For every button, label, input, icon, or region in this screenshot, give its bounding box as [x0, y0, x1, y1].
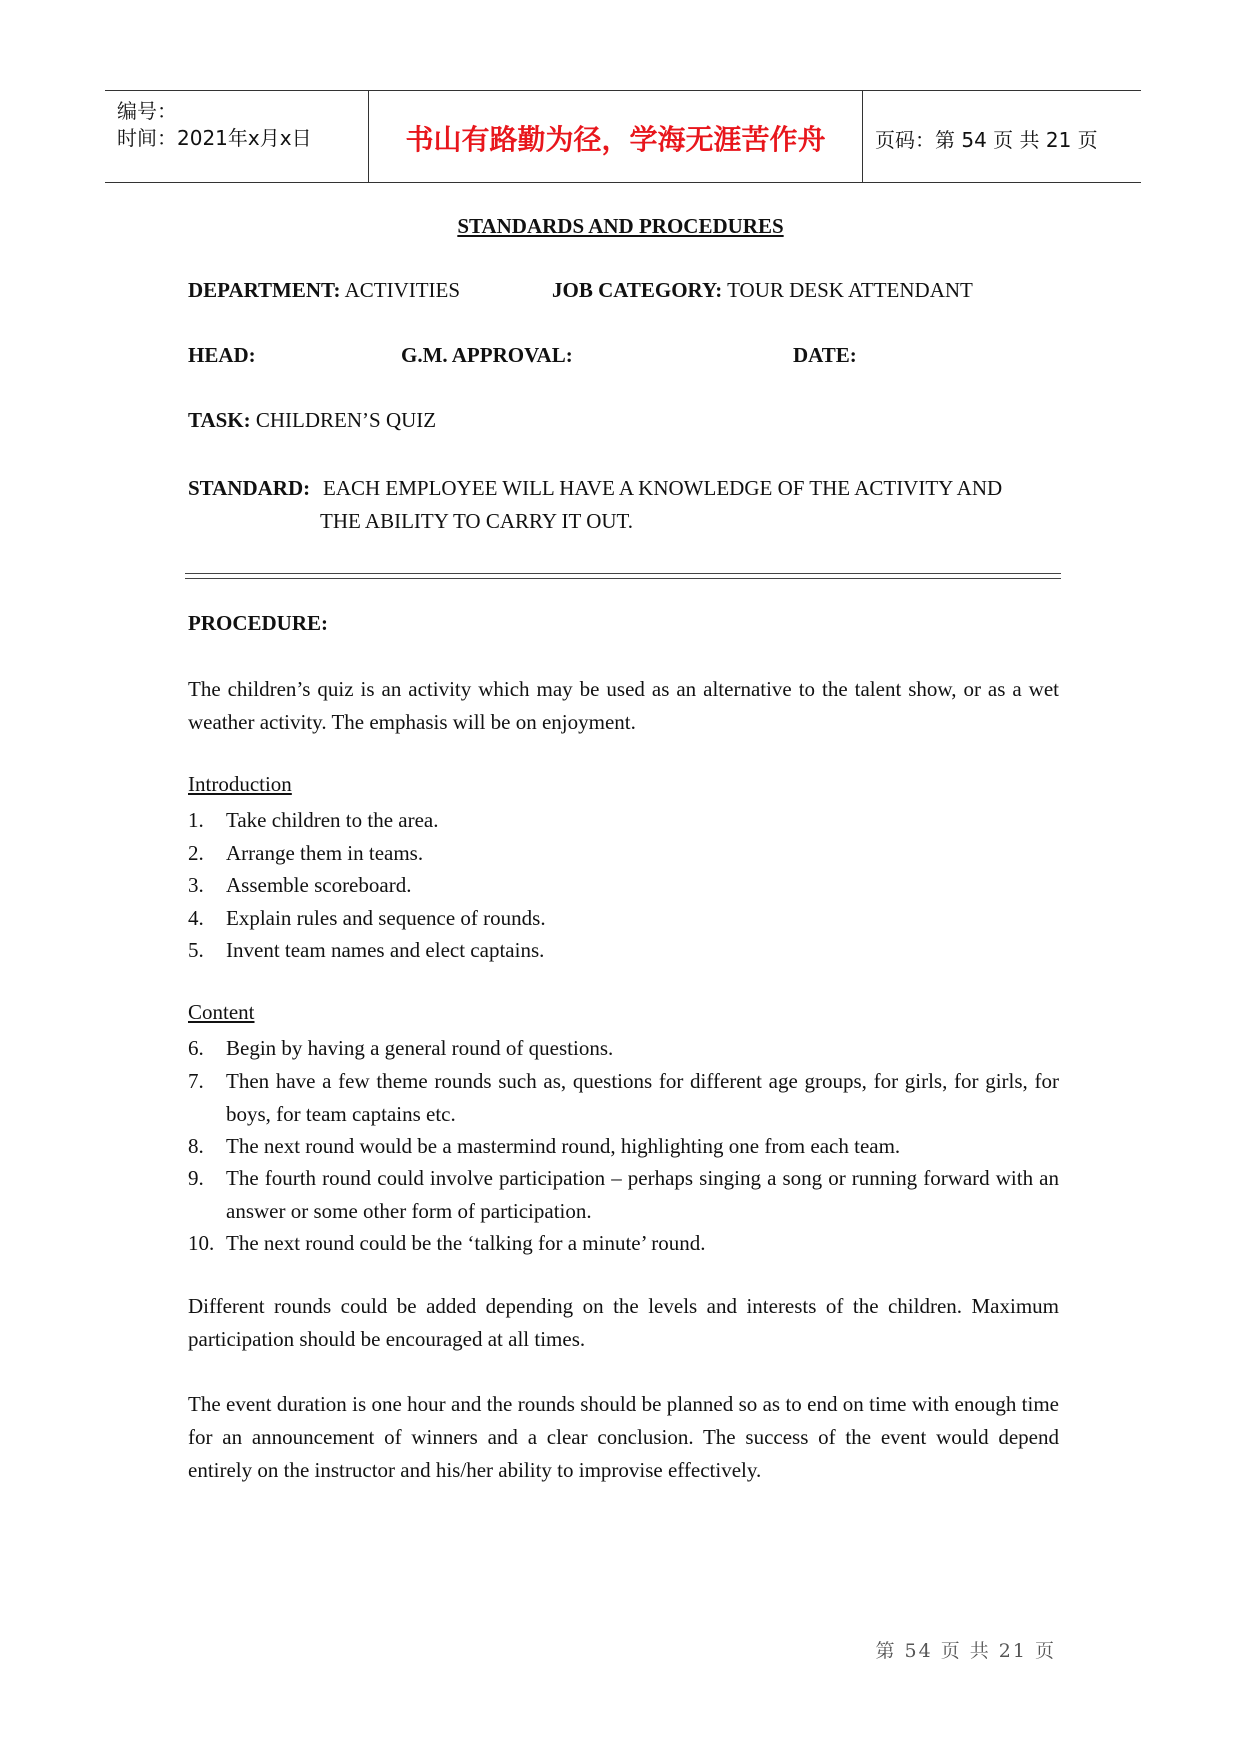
list-item [188, 869, 1059, 902]
department-value: ACTIVITIES [344, 278, 461, 302]
document-title: STANDARDS AND PROCEDURES [457, 214, 784, 238]
item-number: 7. [188, 1069, 204, 1093]
task-value: CHILDREN’S QUIZ [255, 408, 437, 432]
task-label: TASK: [188, 408, 251, 432]
item-number: 5. [188, 938, 204, 962]
item-number: 8. [188, 1134, 204, 1158]
list-item [188, 837, 1059, 870]
list-item [188, 1227, 1059, 1260]
job-category-label: JOB CATEGORY: [552, 278, 723, 302]
double-divider [185, 573, 1061, 579]
item-text: The next round could be the ‘talking for a minute’ round. [226, 1231, 706, 1255]
item-text: Explain rules and sequence of rounds. [226, 906, 546, 930]
list-item [188, 1130, 1059, 1163]
content-heading: Content [188, 1000, 255, 1024]
list-item [188, 902, 1059, 935]
standard-label: STANDARD: [188, 476, 311, 500]
standard-line-1: EACH EMPLOYEE WILL HAVE A KNOWLEDGE OF THE ACTIVITY AND [323, 476, 1003, 500]
procedure-label: PROCEDURE: [188, 611, 328, 635]
department-label: DEPARTMENT: [188, 278, 341, 302]
item-text: The next round would be a mastermind round, highlighting one from each team. [226, 1134, 901, 1158]
list-item [188, 1162, 1059, 1228]
list-item [188, 804, 1059, 837]
date-label: DATE: [793, 343, 857, 367]
closing-paragraph-2: The event duration is one hour and the rounds should be planned so as to end on time with enough time for an announcement of winners and a clear conclusion. The success of the event would depend entirely on the instructor and his/her ability to improvise effectively. [188, 1392, 1059, 1482]
item-text: Assemble scoreboard. [226, 873, 412, 897]
intro-paragraph: The children’s quiz is an activity which may be used as an alternative to the talent show, or as a wet weather activity. The emphasis will be on enjoyment. [188, 677, 1059, 734]
list-item [188, 934, 1059, 967]
serial-label: 编号： [117, 99, 177, 123]
gm-approval-label: G.M. APPROVAL: [401, 343, 573, 367]
page-footer: 第 54 页 共 21 页 [875, 1640, 1056, 1662]
item-number: 10. [188, 1231, 215, 1255]
job-category-value: TOUR DESK ATTENDANT [727, 278, 973, 302]
closing-paragraph-1: Different rounds could be added depending on the levels and interests of the children. Maximum participation should be encouraged at all times. [188, 1294, 1059, 1351]
item-number: 3. [188, 873, 204, 897]
item-number: 1. [188, 808, 204, 832]
list-item [188, 1065, 1059, 1131]
task-row [188, 408, 436, 433]
page-header [105, 90, 1141, 183]
motto-text: 书山有路勤为径，学海无涯苦作舟 [405, 123, 826, 156]
item-number: 2. [188, 841, 204, 865]
time-label: 时间：2021年x月x日 [117, 126, 312, 150]
item-text: Arrange them in teams. [226, 841, 424, 865]
item-text: The fourth round could involve participation – perhaps singing a song or running forward with an answer or some other form of participation. [226, 1166, 1059, 1223]
standard-line-2: THE ABILITY TO CARRY IT OUT. [320, 509, 634, 533]
list-item [188, 1032, 1059, 1065]
header-right-cell [863, 91, 1141, 182]
item-number: 4. [188, 906, 204, 930]
item-number: 6. [188, 1036, 204, 1060]
item-number: 9. [188, 1166, 204, 1190]
job-category-row [552, 278, 973, 303]
item-text: Invent team names and elect captains. [226, 938, 545, 962]
item-text: Take children to the area. [226, 808, 439, 832]
item-text: Begin by having a general round of questions. [226, 1036, 614, 1060]
head-label: HEAD: [188, 343, 256, 367]
department-row [188, 278, 460, 303]
header-left-cell [105, 91, 369, 182]
page-code: 页码：第 54 页 共 21 页 [875, 128, 1098, 152]
item-text: Then have a few theme rounds such as, questions for different age groups, for girls, for girls, for boys, for team captains etc. [226, 1069, 1059, 1126]
header-motto-cell [369, 91, 863, 182]
introduction-heading: Introduction [188, 772, 292, 796]
